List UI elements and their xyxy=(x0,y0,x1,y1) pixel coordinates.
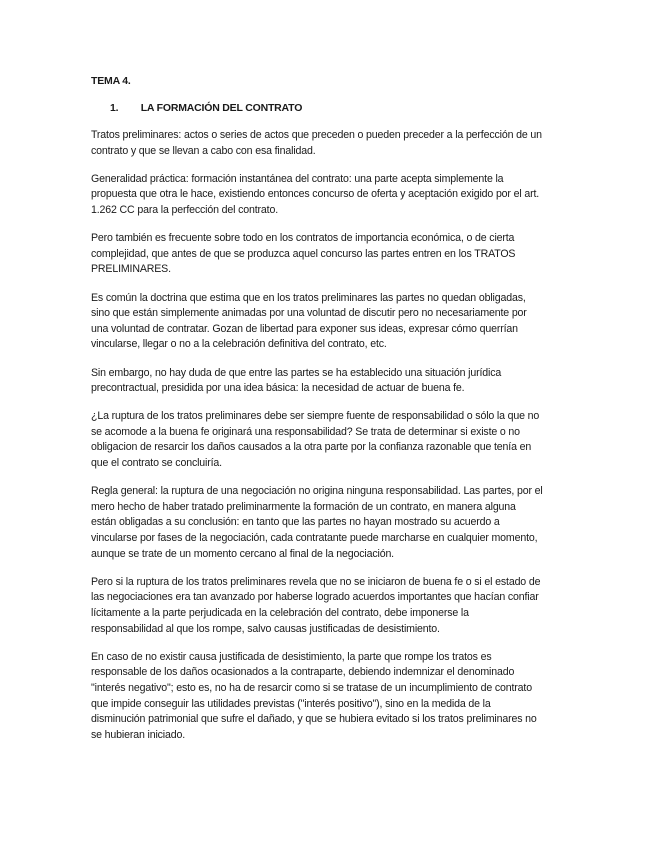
text-line: responsable de los daños ocasionados a la contraparte, debiendo indemnizar el denominado xyxy=(91,666,515,679)
text-line: "interés negativo"; esto es, no ha de resarcir como si se tratase de un incumplimiento de contrato xyxy=(91,681,532,694)
text-line: se acomode a la buena fe originará una responsabilidad? Se trata de determinar si existe o no xyxy=(91,425,520,438)
paragraph xyxy=(91,484,567,562)
text-line: 1.262 CC para la perfección del contrato. xyxy=(91,203,279,216)
text-line: mero hecho de haber tratado preliminarmente la formación de un contrato, en manera alguna xyxy=(91,500,516,513)
text-line: aunque se trate de un momento cercano al final de la negociación. xyxy=(91,547,394,560)
paragraph xyxy=(91,128,567,159)
text-line: PRELIMINARES. xyxy=(91,263,171,276)
paragraph xyxy=(91,291,567,353)
text-line: están obligadas a su conclusión: en tanto que las partes no hayan mostrado su acuerdo a xyxy=(91,516,500,529)
text-line: En caso de no existir causa justificada de desistimiento, la parte que rompe los tratos es xyxy=(91,650,492,663)
text-line: Sin embargo, no hay duda de que entre las partes se ha establecido una situación jurídica xyxy=(91,366,502,379)
text-line: que el contrato se concluiría. xyxy=(91,457,222,470)
text-line: Regla general: la ruptura de una negociación no origina ninguna responsabilidad. Las partes, por el xyxy=(91,485,543,498)
text-line: propuesta que otra le hace, existiendo entonces concurso de oferta y aceptación exigido por el art. xyxy=(91,188,540,201)
text-line: complejidad, que antes de que se produzca aquel concurso las partes entren en los TRATOS xyxy=(91,247,516,260)
paragraph xyxy=(91,366,567,397)
text-line: disminución patrimonial que sufre el dañado, y que se hubiera evitado si los tratos preliminares no xyxy=(91,713,537,726)
text-line: las negociaciones era tan avanzado por haberse logrado acuerdos importantes que hacían confiar xyxy=(91,591,539,604)
text-line: Es común la doctrina que estima que en los tratos preliminares las partes no quedan obligadas, xyxy=(91,291,526,304)
topic-title: TEMA 4. xyxy=(91,75,131,87)
text-line: Pero si la ruptura de los tratos preliminares revela que no se iniciaron de buena fe o si el estado de xyxy=(91,575,541,588)
paragraph xyxy=(91,650,567,744)
text-line: Pero también es frecuente sobre todo en los contratos de importancia económica, o de cierta xyxy=(91,232,515,245)
text-line: lícitamente a la parte perjudicada en la celebración del contrato, debe imponerse la xyxy=(91,607,469,619)
text-line: Generalidad práctica: formación instantánea del contrato: una parte acepta simplemente la xyxy=(91,172,504,185)
paragraph xyxy=(91,231,567,278)
text-line: precontractual, presidida por una idea básica: la necesidad de actuar de buena fe. xyxy=(91,382,465,395)
text-line: vincularse por fases de la negociación, cada contratante puede marcharse en cualquier momento, xyxy=(91,532,538,545)
section-number: 1. xyxy=(110,102,119,114)
document-body xyxy=(91,75,567,756)
text-line: se hubieran iniciado. xyxy=(91,728,186,741)
paragraph xyxy=(91,575,567,637)
text-line: una voluntad de contratar. Gozan de libertad para exponer sus ideas, expresar cómo querrían xyxy=(91,322,518,335)
text-line: ¿La ruptura de los tratos preliminares debe ser siempre fuente de responsabilidad o sólo la que no xyxy=(91,410,540,423)
paragraph xyxy=(91,409,567,471)
text-line: responsabilidad al que los rompe, salvo causas justificadas de desistimiento. xyxy=(91,622,440,635)
text-line: sino que están simplemente animadas por una voluntad de discutir pero no necesariamente por xyxy=(91,307,527,320)
section-title: LA FORMACIÓN DEL CONTRATO xyxy=(140,102,303,114)
section-heading xyxy=(91,102,567,114)
text-line: vincularse, llegar o no a la celebración definitiva del contrato, etc. xyxy=(91,338,387,351)
paragraph xyxy=(91,172,567,219)
text-line: que impide conseguir las utilidades previstas ("interés positivo"), sino en la medida de la xyxy=(91,697,491,710)
text-line: Tratos preliminares: actos o series de actos que preceden o pueden preceder a la perfección de un xyxy=(91,129,542,141)
text-line: contrato y que se llevan a cabo con esa finalidad. xyxy=(91,144,316,157)
text-line: obligacion de resarcir los daños causados a la otra parte por la confianza razonable que tenía en xyxy=(91,441,532,454)
